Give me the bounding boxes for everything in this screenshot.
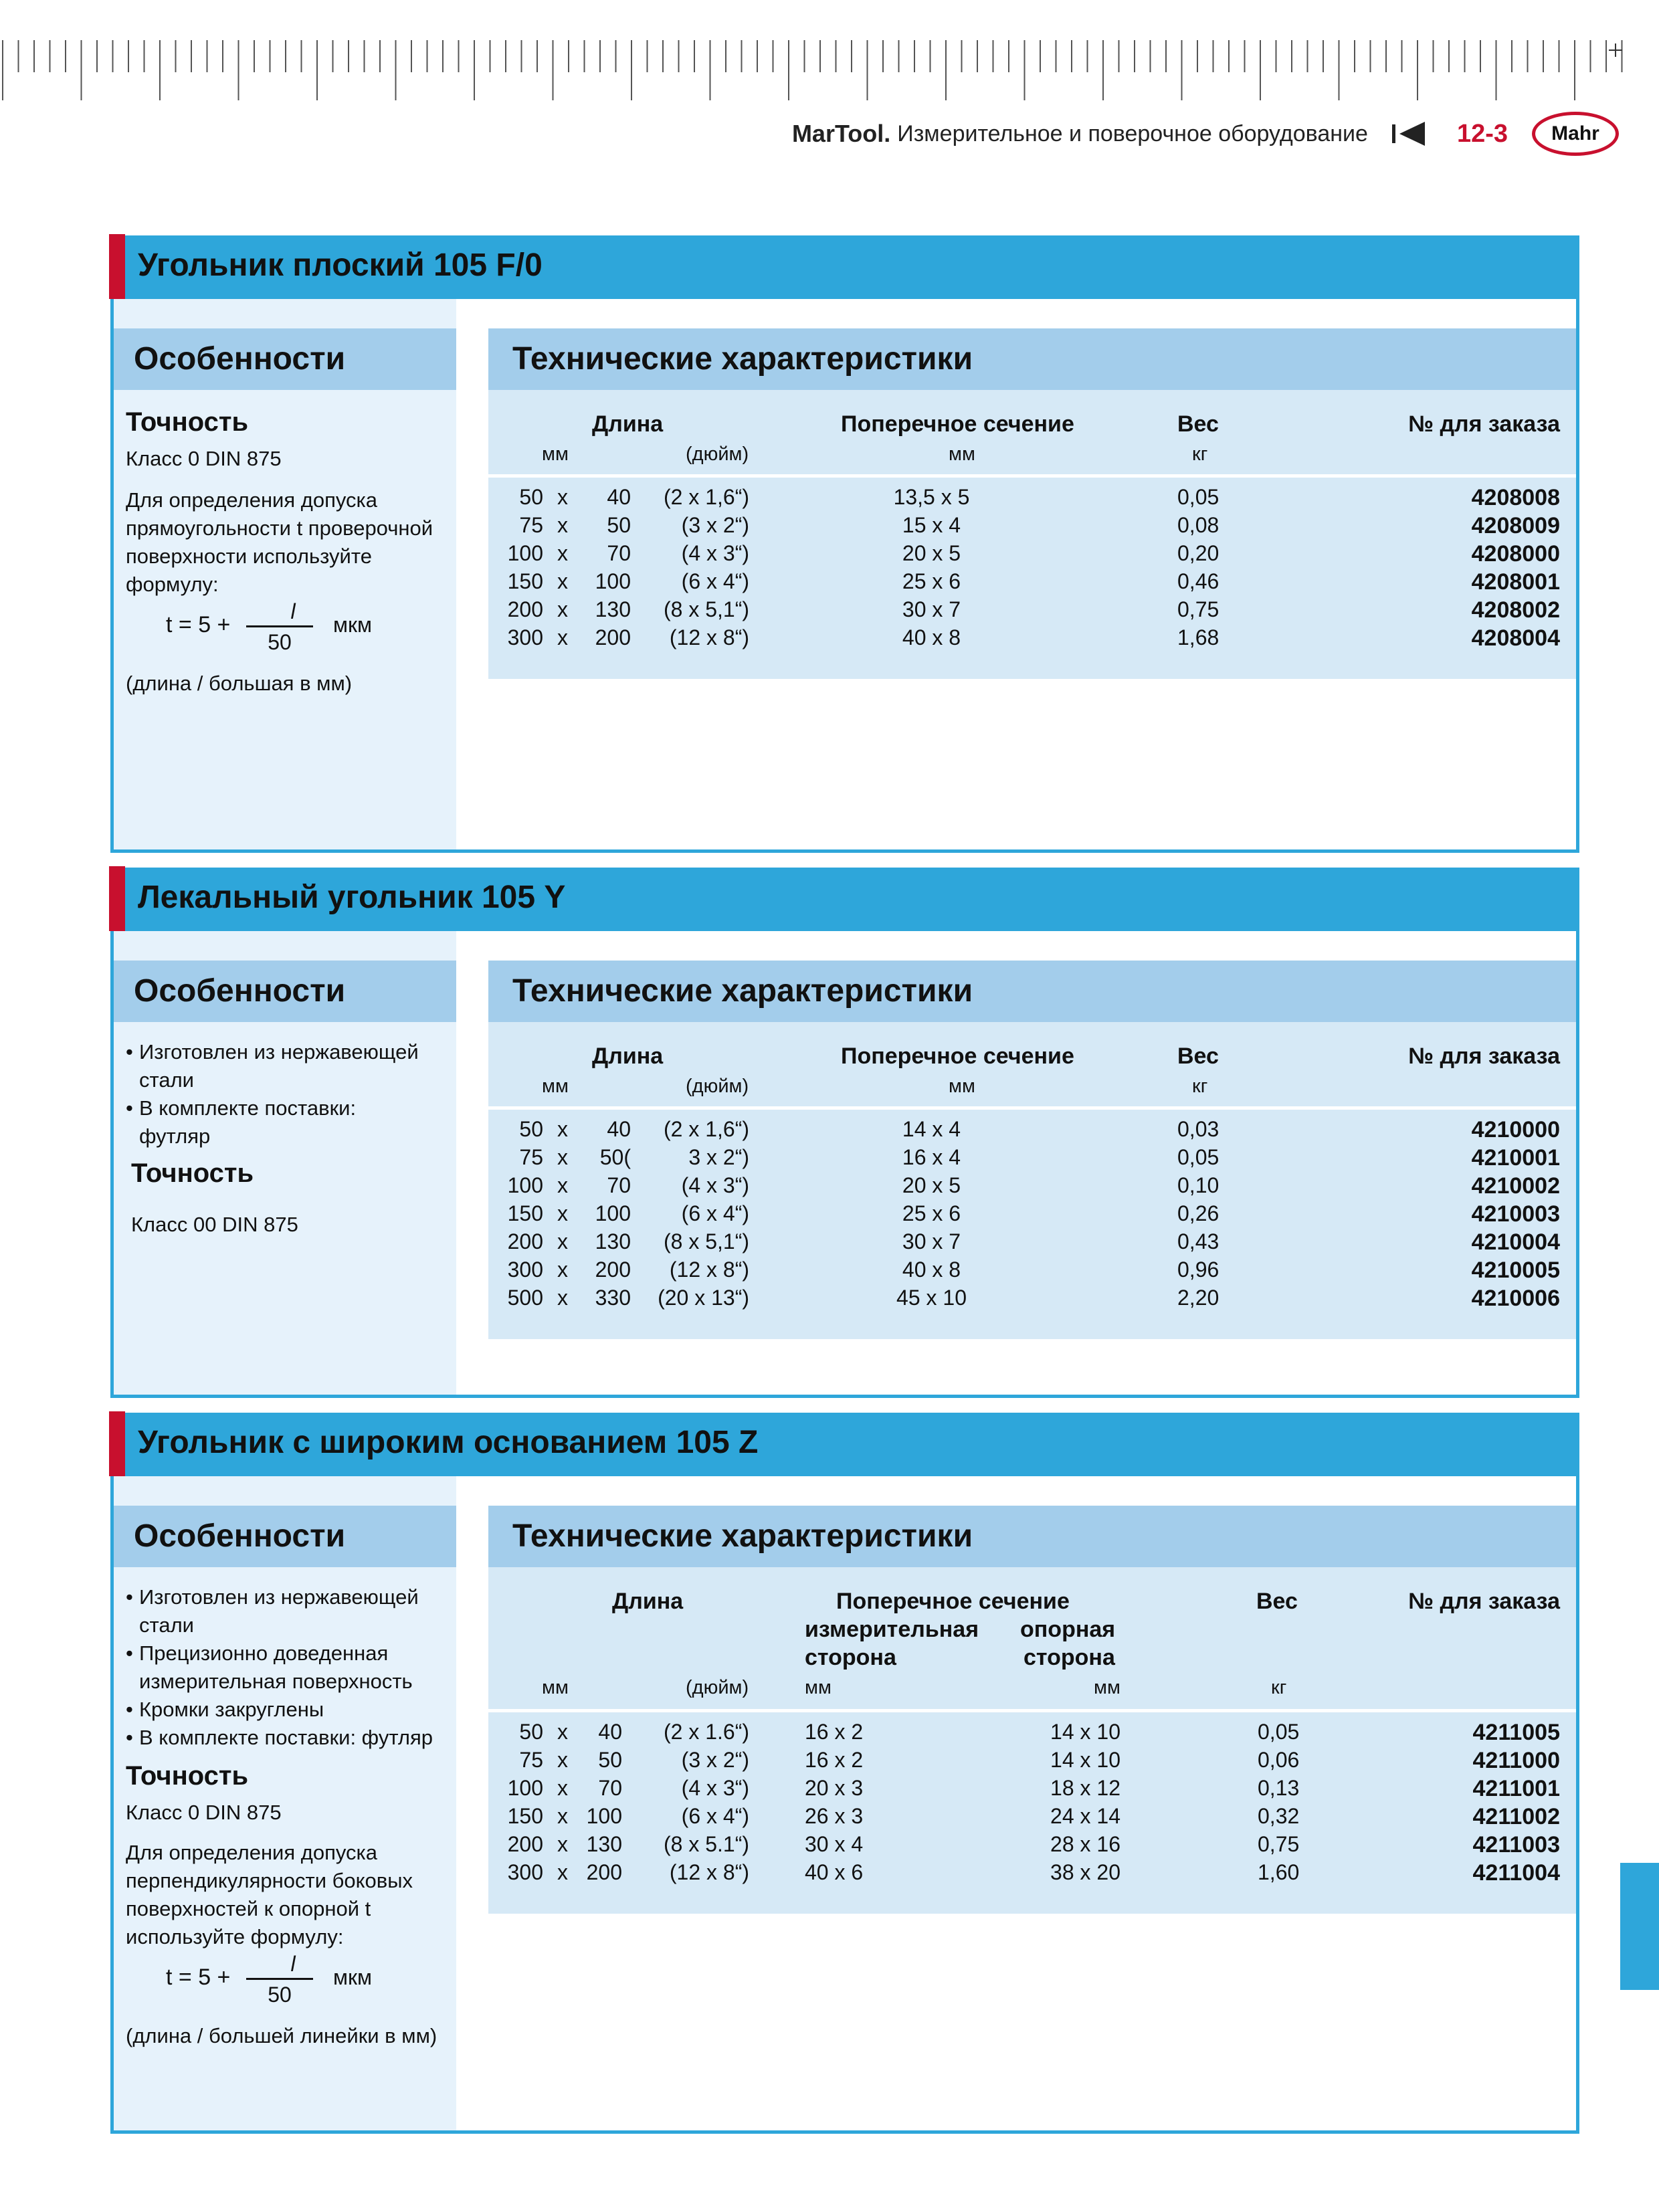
section-title: Угольник плоский 105 F/0 <box>138 247 543 283</box>
cell-length-b: 200 <box>595 625 631 649</box>
cell-times: x <box>557 1720 568 1744</box>
cell-section: 13,5 x 5 <box>893 485 970 509</box>
formula-note: (длина / большей линейки в мм) <box>126 2024 437 2047</box>
cell-times: x <box>557 1860 568 1884</box>
col-header-weight: Вес <box>1256 1589 1298 1614</box>
unit-mm: мм <box>542 443 569 465</box>
cell-length-b: 70 <box>598 1776 622 1800</box>
unit-section: мм <box>949 1076 975 1097</box>
col-header-order: № для заказа <box>1408 1043 1560 1069</box>
ruler-marks <box>0 0 1626 100</box>
features-panel <box>114 1476 456 2130</box>
cell-support-side: 28 x 16 <box>1050 1832 1120 1856</box>
cell-weight: 0,26 <box>1177 1201 1219 1225</box>
cell-length-a: 300 <box>507 1258 543 1282</box>
cell-weight: 1,60 <box>1258 1860 1300 1884</box>
tolerance-formula <box>126 601 448 655</box>
feature-bullet <box>126 1724 448 1752</box>
cell-times: x <box>557 513 568 537</box>
accuracy-heading: Точность <box>131 1159 254 1188</box>
cell-inch: (2 x 1,6“) <box>663 1117 749 1141</box>
features-heading-bar <box>114 328 456 390</box>
arrow-left-icon <box>1399 122 1425 146</box>
cell-length-a: 200 <box>507 1229 543 1253</box>
formula-text-line: поверхности используйте <box>126 544 372 568</box>
cell-inch: 3 x 2“) <box>688 1145 749 1169</box>
feature-bullet <box>126 1583 448 1639</box>
cell-weight: 0,43 <box>1177 1229 1219 1253</box>
cell-support-side: 14 x 10 <box>1050 1748 1120 1772</box>
bullet-line: стали <box>139 1613 194 1637</box>
feature-bullet <box>126 1094 448 1150</box>
table-separator <box>488 474 1576 478</box>
unit-support: мм <box>1094 1677 1120 1698</box>
cell-length-b: 70 <box>607 541 631 565</box>
formula-numerator: l <box>290 1952 296 1976</box>
section-title: Лекальный угольник 105 Y <box>138 880 566 915</box>
cell-length-b: 100 <box>586 1804 622 1828</box>
cell-support-side: 18 x 12 <box>1050 1776 1120 1800</box>
col-header-length: Длина <box>612 1589 684 1614</box>
cell-order-number: 4208002 <box>1471 597 1560 623</box>
features-body <box>126 1583 448 2050</box>
accuracy-heading: Точность <box>126 407 249 437</box>
cell-weight: 1,68 <box>1177 625 1219 649</box>
section-105-f0 <box>110 235 1579 853</box>
cell-weight: 0,05 <box>1177 1145 1219 1169</box>
cell-weight: 0,13 <box>1258 1776 1300 1800</box>
cell-section: 25 x 6 <box>902 569 961 593</box>
formula-text-line: Для определения допуска <box>126 488 378 512</box>
cell-section: 20 x 5 <box>902 541 961 565</box>
table-separator <box>488 1709 1576 1712</box>
bullet-line: • Кромки закруглены <box>139 1698 324 1721</box>
formula-text-line: поверхностей к опорной t <box>126 1897 371 1920</box>
cell-length-a: 150 <box>507 1804 543 1828</box>
cell-order-number: 4208004 <box>1471 625 1560 651</box>
cell-length-b: 40 <box>607 1117 631 1141</box>
cell-length-b: 200 <box>595 1258 631 1282</box>
col-header-support-2: сторона <box>1023 1645 1115 1670</box>
cell-times: x <box>557 1229 568 1253</box>
mahr-logo: Mahr <box>1532 112 1619 156</box>
unit-inch: (дюйм) <box>686 1677 749 1698</box>
cell-length-a: 200 <box>507 1832 543 1856</box>
features-heading-bar <box>114 1506 456 1567</box>
section-title-bar <box>114 1416 1576 1476</box>
cell-length-b: 100 <box>595 1201 631 1225</box>
cell-section: 40 x 8 <box>902 625 961 649</box>
cell-inch: (8 x 5,1“) <box>663 1229 749 1253</box>
cell-section: 16 x 4 <box>902 1145 961 1169</box>
cell-length-a: 150 <box>507 569 543 593</box>
feature-bullet <box>126 1038 448 1094</box>
tech-heading-bar <box>488 961 1576 1022</box>
cell-order-number: 4210006 <box>1471 1286 1560 1311</box>
cell-length-b: 50 <box>607 513 631 537</box>
tech-heading-bar <box>488 1506 1576 1567</box>
formula-text-line: Для определения допуска <box>126 1841 378 1864</box>
tech-heading: Технические характеристики <box>512 1518 973 1554</box>
formula-left: t = 5 + <box>166 1965 231 1990</box>
features-heading: Особенности <box>134 1518 346 1554</box>
col-header-section: Поперечное сечение <box>836 1589 1070 1614</box>
cell-section: 25 x 6 <box>902 1201 961 1225</box>
col-header-weight: Вес <box>1177 1043 1219 1069</box>
features-heading-bar <box>114 961 456 1022</box>
accuracy-class: Класс 0 DIN 875 <box>126 1801 282 1824</box>
formula-text-line: прямоугольности t проверочной <box>126 516 433 540</box>
col-header-order: № для заказа <box>1408 1589 1560 1614</box>
features-body <box>126 406 448 698</box>
cell-weight: 0,75 <box>1258 1832 1300 1856</box>
unit-weight: кг <box>1271 1677 1287 1698</box>
accuracy-class: Класс 00 DIN 875 <box>131 1213 298 1236</box>
cell-times: x <box>557 541 568 565</box>
cell-order-number: 4208000 <box>1471 541 1560 567</box>
cell-inch: (2 x 1.6“) <box>663 1720 749 1744</box>
cell-times: x <box>557 1145 568 1169</box>
tech-heading: Технические характеристики <box>512 973 973 1009</box>
cell-support-side: 14 x 10 <box>1050 1720 1120 1744</box>
features-panel <box>114 299 456 849</box>
tech-heading: Технические характеристики <box>512 341 973 377</box>
cell-section: 14 x 4 <box>902 1117 961 1141</box>
cell-support-side: 38 x 20 <box>1050 1860 1120 1884</box>
cell-length-a: 200 <box>507 597 543 621</box>
cell-order-number: 4211005 <box>1472 1720 1560 1745</box>
cell-length-a: 100 <box>507 541 543 565</box>
cell-order-number: 4210002 <box>1471 1173 1560 1199</box>
cell-order-number: 4208001 <box>1471 569 1560 595</box>
feature-bullet <box>126 1696 448 1724</box>
cell-inch: (3 x 2“) <box>681 1748 749 1772</box>
cell-weight: 0,05 <box>1177 485 1219 509</box>
cell-inch: (6 x 4“) <box>681 1804 749 1828</box>
accuracy-class: Класс 0 DIN 875 <box>126 447 282 470</box>
cell-order-number: 4208009 <box>1471 513 1560 538</box>
section-title-bar <box>114 239 1576 299</box>
cell-length-b: 200 <box>586 1860 622 1884</box>
cell-section: 30 x 7 <box>902 597 961 621</box>
col-header-section: Поперечное сечение <box>841 1043 1074 1069</box>
cell-length-b: 40 <box>598 1720 622 1744</box>
cell-section: 40 x 8 <box>902 1258 961 1282</box>
section-title: Угольник с широким основанием 105 Z <box>138 1425 759 1460</box>
col-header-support: опорная <box>1020 1617 1116 1642</box>
col-header-order: № для заказа <box>1408 411 1560 437</box>
title-accent <box>109 234 125 299</box>
cell-length-b: 70 <box>607 1173 631 1197</box>
unit-mm: мм <box>542 1076 569 1097</box>
cell-length-b: 130 <box>595 1229 631 1253</box>
table-separator <box>488 1106 1576 1110</box>
unit-measuring: мм <box>805 1677 832 1698</box>
cell-measuring-side: 40 x 6 <box>805 1860 864 1884</box>
cell-length-b: 50 <box>598 1748 622 1772</box>
formula-numerator: l <box>290 599 296 623</box>
cell-weight: 0,10 <box>1177 1173 1219 1197</box>
title-accent <box>109 866 125 931</box>
cell-weight: 0,46 <box>1177 569 1219 593</box>
cell-order-number: 4211000 <box>1472 1748 1560 1773</box>
features-heading: Особенности <box>134 973 346 1009</box>
unit-inch: (дюйм) <box>686 1076 749 1097</box>
col-header-weight: Вес <box>1177 411 1219 437</box>
cell-inch: (4 x 3“) <box>681 1776 749 1800</box>
cell-times: x <box>557 1173 568 1197</box>
accuracy-heading: Точность <box>126 1761 249 1791</box>
cell-weight: 0,75 <box>1177 597 1219 621</box>
cell-length-b: 330 <box>595 1286 631 1310</box>
bullet-line: • Изготовлен из нержавеющей <box>139 1585 419 1609</box>
cell-length-b: 40 <box>607 485 631 509</box>
cell-inch: (12 x 8“) <box>669 1258 749 1282</box>
cell-inch: (12 x 8“) <box>669 625 749 649</box>
cell-length-b: 130 <box>586 1832 622 1856</box>
chapter-side-tab <box>1620 1863 1659 1990</box>
cell-inch: (3 x 2“) <box>681 513 749 537</box>
header-subtitle: Измерительное и поверочное оборудование <box>897 120 1368 146</box>
cell-times: x <box>557 1804 568 1828</box>
cell-order-number: 4211004 <box>1472 1860 1560 1886</box>
fraction-line <box>246 1978 313 1980</box>
cell-weight: 0,96 <box>1177 1258 1219 1282</box>
bullet-line: • Прецизионно доведенная <box>139 1641 389 1665</box>
cell-inch: (20 x 13“) <box>658 1286 749 1310</box>
cell-inch: (8 x 5.1“) <box>663 1832 749 1856</box>
cell-length-a: 500 <box>507 1286 543 1310</box>
formula-text-line: перпендикулярности боковых <box>126 1869 413 1892</box>
cell-times: x <box>557 625 568 649</box>
features-panel <box>114 931 456 1395</box>
col-header-length: Длина <box>592 411 664 437</box>
cell-measuring-side: 16 x 2 <box>805 1720 864 1744</box>
cell-section: 30 x 7 <box>902 1229 961 1253</box>
cell-length-a: 50 <box>519 1720 543 1744</box>
cell-measuring-side: 20 x 3 <box>805 1776 864 1800</box>
spec-table <box>488 1567 1576 1914</box>
cell-inch: (4 x 3“) <box>681 1173 749 1197</box>
formula-denominator: 50 <box>268 1983 292 2007</box>
cell-inch: (2 x 1,6“) <box>663 485 749 509</box>
bullet-line: футляр <box>139 1124 211 1148</box>
cell-length-b: 130 <box>595 597 631 621</box>
cell-times: x <box>557 1748 568 1772</box>
cell-support-side: 24 x 14 <box>1050 1804 1120 1828</box>
cell-order-number: 4210000 <box>1471 1117 1560 1142</box>
bullet-line: • Изготовлен из нержавеющей <box>139 1040 419 1064</box>
formula-text-line: используйте формулу: <box>126 1925 344 1948</box>
formula-denominator: 50 <box>268 630 292 654</box>
cell-times: x <box>557 1286 568 1310</box>
cell-length-a: 150 <box>507 1201 543 1225</box>
bar-icon <box>1392 124 1395 143</box>
unit-weight: кг <box>1192 443 1208 465</box>
cell-times: x <box>557 485 568 509</box>
col-header-section: Поперечное сечение <box>841 411 1074 437</box>
brand-name: MarTool. <box>791 120 891 147</box>
cell-order-number: 4210003 <box>1471 1201 1560 1227</box>
cell-length-a: 100 <box>507 1776 543 1800</box>
unit-mm: мм <box>542 1677 569 1698</box>
cell-inch: (12 x 8“) <box>669 1860 749 1884</box>
page-number: 12-3 <box>1456 119 1508 148</box>
cell-times: x <box>557 1201 568 1225</box>
bullet-line: стали <box>139 1068 194 1092</box>
cell-measuring-side: 26 x 3 <box>805 1804 864 1828</box>
unit-section: мм <box>949 443 975 465</box>
bullet-line: • В комплекте поставки: футляр <box>139 1726 433 1749</box>
formula-unit: мкм <box>333 1965 372 1989</box>
cell-length-b: 50( <box>599 1145 631 1169</box>
cell-weight: 0,06 <box>1258 1748 1300 1772</box>
cell-weight: 0,32 <box>1258 1804 1300 1828</box>
cell-order-number: 4211002 <box>1472 1804 1560 1829</box>
section-title-bar <box>114 871 1576 931</box>
spec-table <box>488 390 1576 679</box>
cell-times: x <box>557 1117 568 1141</box>
cell-weight: 0,20 <box>1177 541 1219 565</box>
cell-length-a: 50 <box>519 485 543 509</box>
spec-table <box>488 1022 1576 1339</box>
cell-length-a: 50 <box>519 1117 543 1141</box>
cell-measuring-side: 16 x 2 <box>805 1748 864 1772</box>
bullet-line: • В комплекте поставки: <box>139 1096 357 1120</box>
cell-length-a: 75 <box>519 1145 543 1169</box>
cell-order-number: 4210005 <box>1471 1258 1560 1283</box>
section-105-z <box>110 1413 1579 2134</box>
cell-measuring-side: 30 x 4 <box>805 1832 864 1856</box>
cell-weight: 0,03 <box>1177 1117 1219 1141</box>
cell-length-a: 300 <box>507 1860 543 1884</box>
cell-length-a: 75 <box>519 513 543 537</box>
cell-times: x <box>557 1258 568 1282</box>
formula-left: t = 5 + <box>166 612 231 637</box>
tolerance-formula <box>126 1954 448 2007</box>
cell-weight: 2,20 <box>1177 1286 1219 1310</box>
features-body <box>126 1038 448 1239</box>
title-accent <box>109 1411 125 1476</box>
cell-section: 45 x 10 <box>896 1286 967 1310</box>
cell-order-number: 4208008 <box>1471 485 1560 510</box>
col-header-measuring-2: сторона <box>805 1645 896 1670</box>
features-heading: Особенности <box>134 341 346 377</box>
cell-length-b: 100 <box>595 569 631 593</box>
formula-unit: мкм <box>333 613 372 637</box>
cell-length-a: 75 <box>519 1748 543 1772</box>
cell-order-number: 4210004 <box>1471 1229 1560 1255</box>
page-header <box>792 110 1619 157</box>
col-header-measuring: измерительная <box>805 1617 979 1642</box>
bullet-line: измерительная поверхность <box>139 1670 413 1693</box>
cell-order-number: 4211001 <box>1472 1776 1560 1801</box>
cell-times: x <box>557 569 568 593</box>
unit-weight: кг <box>1192 1076 1208 1097</box>
fraction-line <box>246 625 313 627</box>
formula-note: (длина / большая в мм) <box>126 672 353 695</box>
cell-length-a: 300 <box>507 625 543 649</box>
unit-inch: (дюйм) <box>686 443 749 465</box>
cell-section: 15 x 4 <box>902 513 961 537</box>
tech-heading-bar <box>488 328 1576 390</box>
cell-inch: (6 x 4“) <box>681 569 749 593</box>
cell-inch: (8 x 5,1“) <box>663 597 749 621</box>
cell-weight: 0,05 <box>1258 1720 1300 1744</box>
cell-times: x <box>557 597 568 621</box>
formula-text-line: формулу: <box>126 573 219 596</box>
cell-times: x <box>557 1776 568 1800</box>
cell-inch: (6 x 4“) <box>681 1201 749 1225</box>
cell-weight: 0,08 <box>1177 513 1219 537</box>
section-105-y <box>110 868 1579 1398</box>
cell-order-number: 4210001 <box>1471 1145 1560 1171</box>
cell-inch: (4 x 3“) <box>681 541 749 565</box>
cell-times: x <box>557 1832 568 1856</box>
cell-length-a: 100 <box>507 1173 543 1197</box>
col-header-length: Длина <box>592 1043 664 1069</box>
cell-section: 20 x 5 <box>902 1173 961 1197</box>
feature-bullet <box>126 1639 448 1696</box>
cell-order-number: 4211003 <box>1472 1832 1560 1857</box>
